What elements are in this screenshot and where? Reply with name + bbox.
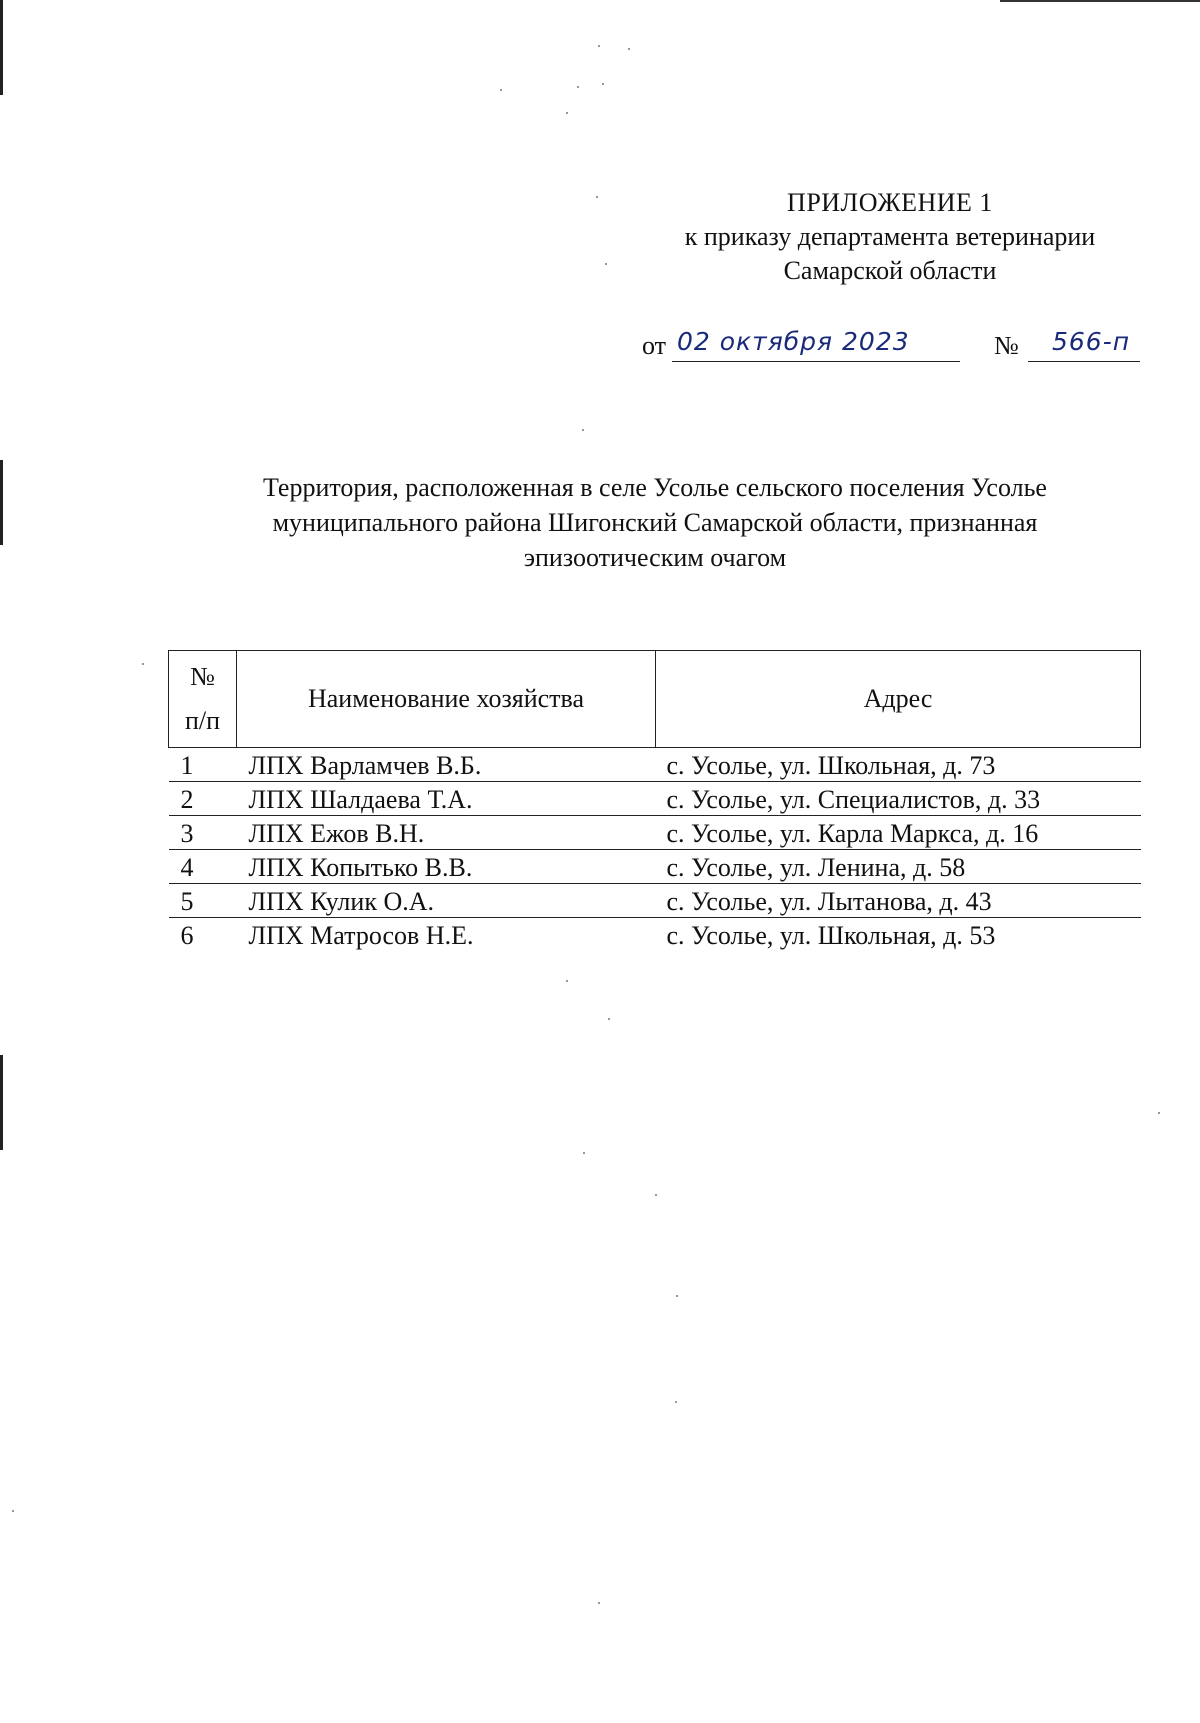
scan-edge-left-2 [0, 460, 3, 545]
row-number: 6 [180, 921, 194, 950]
header-number-pp: п/п [184, 706, 221, 735]
row-number: 4 [169, 850, 237, 884]
row-number: 1 [169, 748, 237, 782]
header-address: Адрес [656, 651, 1141, 748]
scan-speck [577, 86, 579, 88]
row-number: 5 [169, 884, 237, 918]
scan-speck [598, 1602, 600, 1604]
header-number [169, 651, 237, 748]
header-farm-name: Наименование хозяйства [237, 651, 656, 748]
date-label: от [642, 331, 667, 360]
table-row [169, 748, 1141, 782]
row-address: с. Усолье, ул. Школьная, д. 73 [656, 748, 1141, 782]
row-address: с. Усолье, ул. Ленина, д. 58 [656, 850, 1141, 884]
scan-speck [655, 1194, 657, 1196]
header-number-sign: № [190, 662, 215, 691]
table-row [169, 782, 1141, 816]
row-farm-name: ЛПХ Варламчев В.Б. [237, 748, 656, 782]
row-number: 2 [169, 782, 237, 816]
scan-speck [596, 196, 598, 198]
scan-speck [566, 112, 568, 114]
row-farm-name: ЛПХ Кулик О.А. [237, 884, 656, 918]
scan-speck [566, 980, 568, 982]
row-address: с. Усолье, ул. Карла Маркса, д. 16 [656, 816, 1141, 850]
table-row [169, 918, 1141, 952]
scan-speck [608, 1018, 610, 1020]
appendix-block [640, 186, 1140, 288]
row-farm-name: ЛПХ Ежов В.Н. [237, 816, 656, 850]
table-row [169, 816, 1141, 850]
table-row [169, 884, 1141, 918]
scan-speck [583, 1152, 585, 1154]
scan-speck [605, 263, 607, 265]
table-row [169, 850, 1141, 884]
handwritten-date: 02 октября 2023 [677, 327, 910, 356]
table-header-row [169, 651, 1141, 748]
appendix-order-ref: к приказу департамента ветеринарии [684, 222, 1096, 251]
scan-speck [628, 48, 630, 50]
scan-edge-top [1000, 0, 1200, 2]
scan-edge-left-3 [0, 1055, 3, 1150]
row-address: с. Усолье, ул. Специалистов, д. 33 [656, 782, 1141, 816]
farms-table [168, 650, 1141, 951]
row-farm-name: ЛПХ Шалдаева Т.А. [237, 782, 656, 816]
order-line [642, 327, 1142, 367]
appendix-title: ПРИЛОЖЕНИЕ 1 [787, 188, 993, 217]
scan-speck [676, 1295, 678, 1297]
row-farm-name: ЛПХ Матросов Н.Е. [248, 921, 474, 950]
document-heading [170, 470, 1140, 575]
number-label: № [994, 331, 1019, 360]
scan-speck [500, 89, 502, 91]
scan-speck [142, 663, 144, 665]
number-underline [1028, 361, 1140, 362]
heading-line-2: муниципального района Шигонский Самарской области, признанная [272, 508, 1038, 537]
scan-speck [12, 1510, 14, 1512]
row-address: с. Усолье, ул. Лытанова, д. 43 [656, 884, 1141, 918]
heading-line-3: эпизоотическим очагом [523, 543, 787, 572]
appendix-region: Самарской области [783, 256, 997, 285]
handwritten-number: 566-п [1052, 327, 1131, 356]
scan-speck [1158, 1112, 1160, 1114]
scan-speck [602, 83, 604, 85]
scan-speck [598, 45, 600, 47]
row-farm-name: ЛПХ Копытько В.В. [237, 850, 656, 884]
row-address: с. Усолье, ул. Школьная, д. 53 [666, 921, 996, 950]
scan-speck [582, 429, 584, 431]
scan-speck [675, 1401, 677, 1403]
scan-edge-left-1 [0, 0, 3, 95]
date-underline [672, 361, 960, 362]
row-number: 3 [169, 816, 237, 850]
heading-line-1: Территория, расположенная в селе Усолье сельского поселения Усолье [263, 473, 1047, 502]
